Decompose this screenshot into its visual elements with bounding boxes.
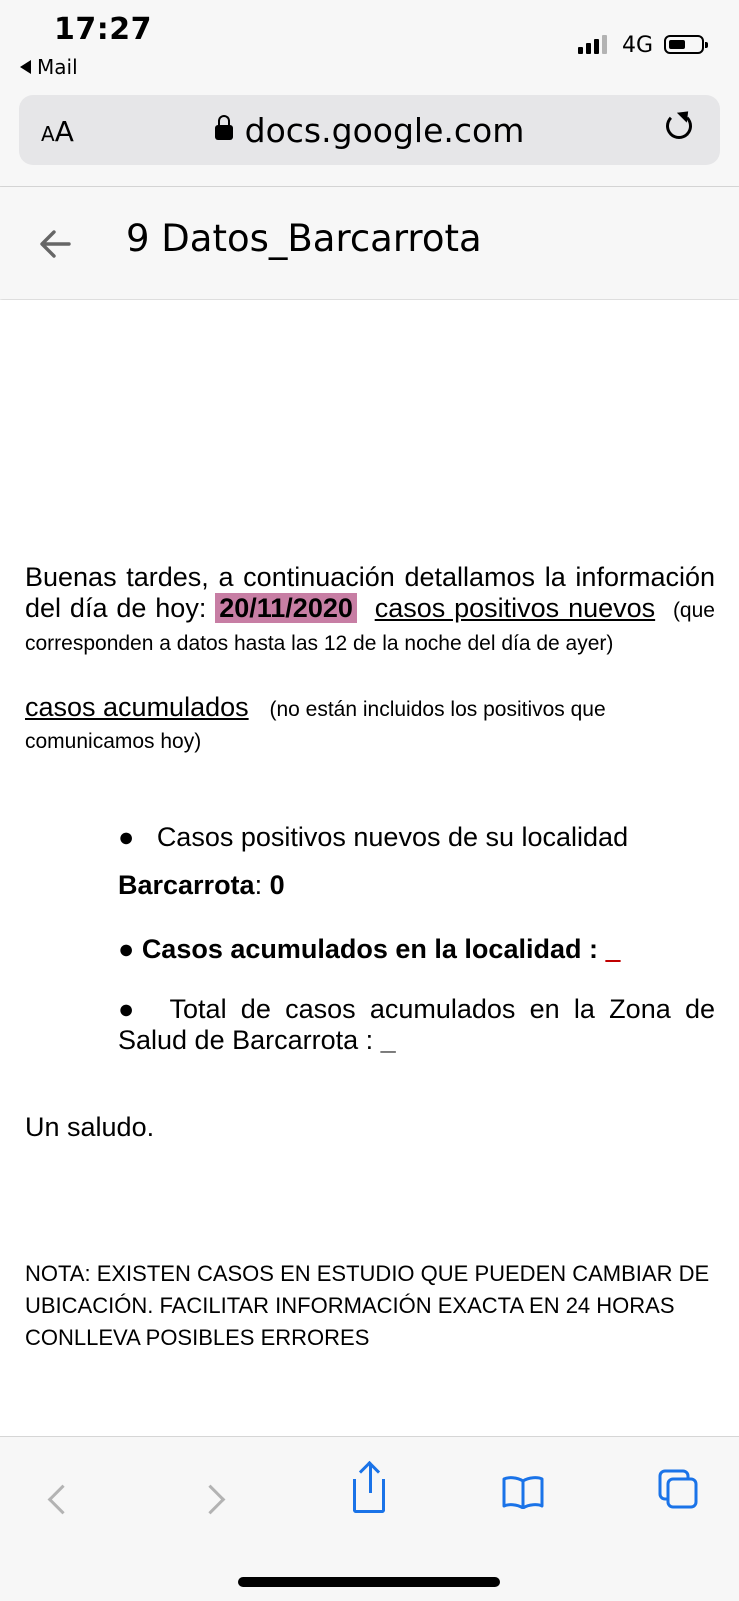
address-bar[interactable] [19,95,720,165]
bullet-new-cases-value-line: Barcarrota: 0 [118,870,285,900]
accumulated-local-value: _ [605,934,621,964]
tabs-icon[interactable] [658,1469,698,1509]
bullet-zone-total-text: Total de casos acumulados en la Zona de Salud de Barcarrota : [118,994,715,1055]
doc-title: 9 Datos_Barcarrota [126,217,482,260]
new-cases-label: casos positivos nuevos [374,593,656,623]
bullet-new-cases: ● Casos positivos nuevos de su localidad [118,822,629,852]
place-name: Barcarrota [118,870,255,900]
accumulated-label: casos acumulados [25,692,249,722]
bullet-new-cases-text: Casos positivos nuevos de su localidad [156,822,629,852]
bullet-accumulated-local: ● Casos acumulados en la localidad : _ [118,934,621,964]
reload-icon[interactable] [666,113,692,139]
back-arrow-icon[interactable] [38,227,72,261]
signal-icon [578,34,607,54]
back-triangle-icon [20,60,31,74]
chevron-left-icon[interactable] [48,1485,78,1515]
bookmarks-icon[interactable] [502,1475,544,1509]
bullet-zone-total: ● Total de casos acumulados en la Zona de Salud de Barcarrota : _ [118,994,715,1055]
status-bar [0,0,739,90]
accumulated-paragraph [25,692,715,757]
share-icon[interactable] [353,1479,385,1513]
lock-icon [215,125,233,140]
document-body [0,300,739,1436]
status-time: 17:27 [54,12,152,47]
home-indicator[interactable] [238,1577,500,1587]
doc-header [0,187,739,299]
greeting: Un saludo. [25,1112,155,1142]
new-cases-note: (que corresponden a datos hasta las 12 de la noche del día de ayer) [25,599,715,655]
note-text: NOTA: EXISTEN CASOS EN ESTUDIO QUE PUEDEN CAMBIAR DE UBICACIÓN. FACILITAR INFORMACIÓN EXACTA EN 24 HORAS CONLLEVA POSIBLES ERRORES [25,1261,710,1350]
new-cases-value: 0 [269,870,285,900]
battery-icon [664,35,704,54]
accumulated-note: (no están incluidos los positivos que comunicamos hoy) [25,698,606,753]
text-size-button[interactable]: AA [41,115,74,148]
back-app-label: Mail [37,55,78,79]
network-label: 4G [622,33,654,58]
bullet-accumulated-local-text: Casos acumulados en la localidad : [141,934,598,964]
back-to-app-link[interactable] [20,55,78,79]
url-text: docs.google.com [244,111,525,150]
chevron-right-icon[interactable] [196,1485,226,1515]
url-field[interactable] [19,111,720,150]
date-highlight: 20/11/2020 [215,593,357,623]
zone-total-value: _ [380,1025,396,1055]
intro-text: Buenas tardes, a continuación detallamos la información del día de hoy: [25,562,715,623]
intro-paragraph [25,562,715,659]
